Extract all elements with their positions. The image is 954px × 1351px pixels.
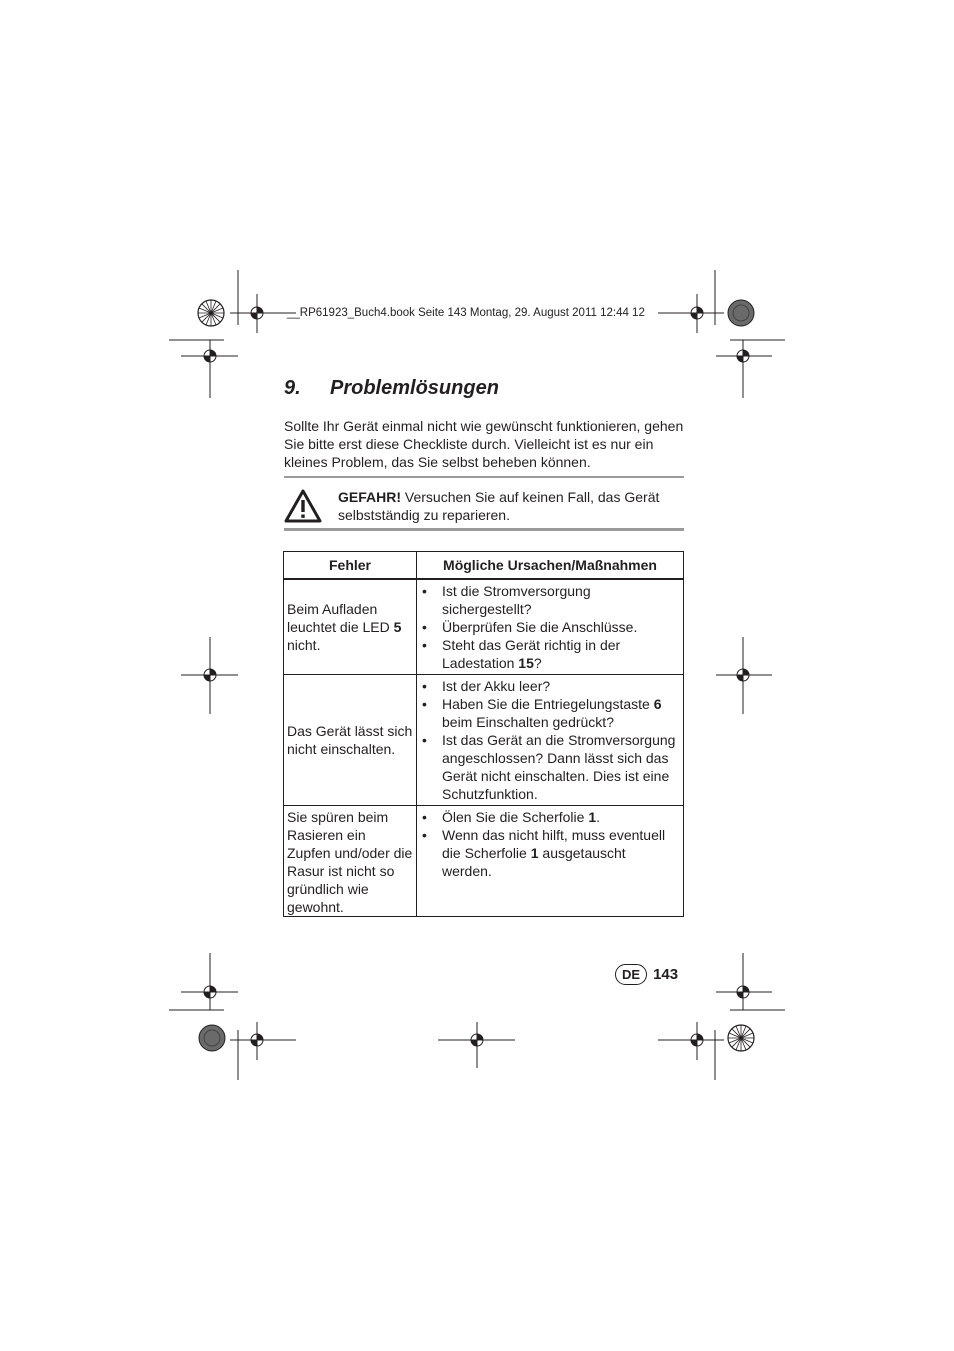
list-item: • Ist die Stromversorgung sichergestellt? <box>421 582 679 618</box>
danger-notice-text <box>338 488 683 524</box>
fault-cell: Sie spüren beim Rasieren ein Zupfen und/oder die Rasur ist nicht so gründlich wie gewohnt. <box>284 806 417 917</box>
table-row <box>284 579 684 675</box>
list-item: • Haben Sie die Entriegelungstaste 6 beim Einschalten gedrückt? <box>421 695 679 731</box>
page-number: 143 <box>653 966 679 983</box>
section-number: 9. <box>284 377 301 399</box>
danger-notice <box>284 476 684 531</box>
list-item: • Überprüfen Sie die Anschlüsse. <box>421 618 679 636</box>
page-footer <box>615 964 678 985</box>
list-item: • Ist der Akku leer? <box>421 677 679 695</box>
remedy-list <box>421 808 679 880</box>
remedy-cell <box>417 806 684 917</box>
troubleshooting-table <box>283 551 684 917</box>
remedy-list <box>421 582 679 672</box>
fault-cell: Das Gerät lässt sich nicht einschalten. <box>284 675 417 806</box>
column-header-fault: Fehler <box>284 552 417 580</box>
danger-message: Versuchen Sie auf keinen Fall, das Gerät selbstständig zu reparieren. <box>338 489 660 523</box>
section-title-text: Problemlösungen <box>330 377 499 399</box>
intro-paragraph: Sollte Ihr Gerät einmal nicht wie gewünscht funktionieren, gehen Sie bitte erst diese Checkliste durch. Vielleicht ist es nur ein kleines Problem, das Sie selbst beheben können. <box>284 418 684 470</box>
table-header-row <box>284 552 684 580</box>
fault-cell: Beim Aufladen leuchtet die LED 5 nicht. <box>284 579 417 675</box>
list-item: • Steht das Gerät richtig in der Ladestation 15? <box>421 636 679 672</box>
section-title <box>284 377 499 400</box>
remedy-cell <box>417 675 684 806</box>
table-row <box>284 675 684 806</box>
print-header-info: __RP61923_Buch4.book Seite 143 Montag, 29. August 2011 12:44 12 <box>287 307 645 319</box>
danger-label: GEFAHR! <box>338 489 401 505</box>
warning-triangle-icon <box>284 489 322 523</box>
table-row <box>284 806 684 917</box>
column-header-remedy: Mögliche Ursachen/Maßnahmen <box>417 552 684 580</box>
list-item: • Ist das Gerät an die Stromversorgung angeschlossen? Dann lässt sich das Gerät nicht einschalten. Dies ist eine Schutzfunktion. <box>421 731 679 803</box>
remedy-list <box>421 677 679 803</box>
list-item: • Ölen Sie die Scherfolie 1. <box>421 808 679 826</box>
remedy-cell <box>417 579 684 675</box>
list-item: • Wenn das nicht hilft, muss eventuell die Scherfolie 1 ausgetauscht werden. <box>421 826 679 880</box>
language-badge: DE <box>615 964 647 985</box>
